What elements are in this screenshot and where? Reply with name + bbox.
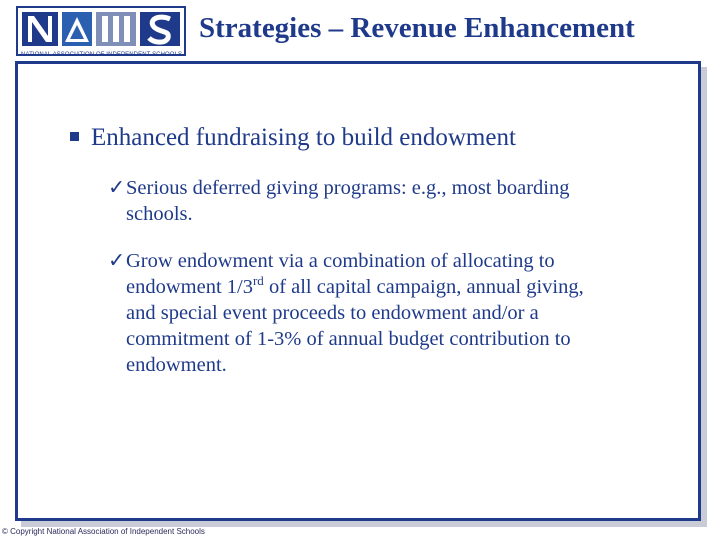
sub-bullet-2-line-4: commitment of 1-3% of annual budget contribution to [126,328,571,350]
square-bullet-icon [70,132,79,141]
main-bullet [70,124,516,152]
logo-subtitle: NATIONAL ASSOCIATION OF INDEPENDENT SCHOOLS [21,52,183,58]
nais-logo [16,6,186,61]
checkmark-icon: ✓ [108,177,126,199]
copyright-footer: © Copyright National Association of Independent Schools [2,527,205,536]
sub-bullet-1-line-2: schools. [126,203,193,225]
sub-bullet-2-line-3: and special event proceeds to endowment and/or a [126,302,539,324]
logo-box [16,6,186,56]
sub-bullet-2-line-2-a: endowment 1/3 [126,276,253,298]
sub-bullet-2-line-2 [108,274,584,300]
sub-bullet-1 [108,175,570,227]
nais-logo-mark [18,8,188,54]
sub-bullet-2-line-5: endowment. [126,354,227,376]
checkmark-icon: ✓ [108,250,126,272]
sub-bullet-2 [108,248,584,378]
sub-bullet-2-line-1: Grow endowment via a combination of allocating to [126,250,555,272]
superscript-rd: rd [252,273,264,288]
sub-bullet-1-line-1: Serious deferred giving programs: e.g., most boarding [126,177,570,199]
main-bullet-text: Enhanced fundraising to build endowment [91,124,516,151]
sub-bullet-2-line-2-b: of all capital campaign, annual giving, [263,276,584,298]
slide-title: Strategies – Revenue Enhancement [199,12,635,44]
